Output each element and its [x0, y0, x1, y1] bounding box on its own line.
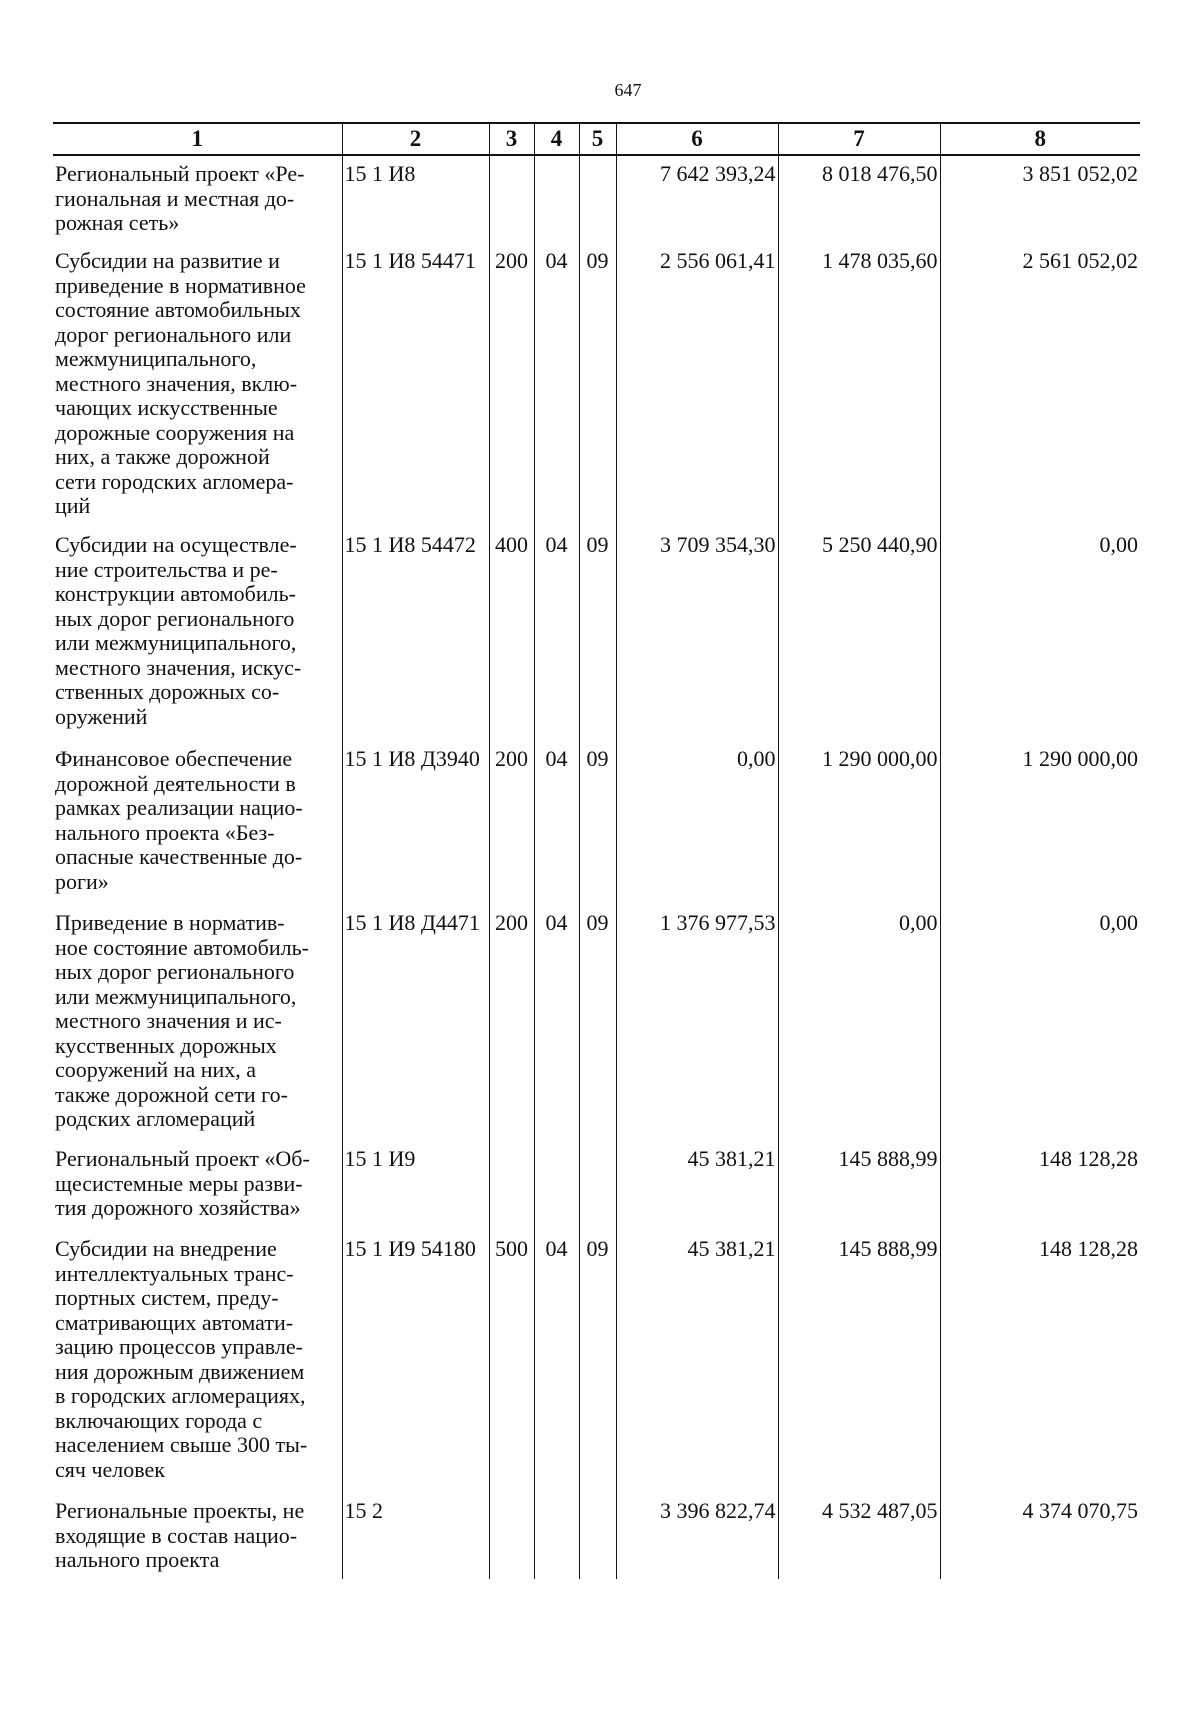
table-row: [53, 1493, 1140, 1579]
row-value-6: 3 709 354,30: [616, 527, 778, 741]
row-c4: [534, 1493, 579, 1579]
row-code: 15 1 И9: [342, 1141, 489, 1231]
row-value-8: 3 851 052,02: [940, 155, 1140, 243]
table-row: [53, 155, 1140, 243]
table-row: [53, 905, 1140, 1141]
row-code: 15 1 И8 54471: [342, 243, 489, 527]
row-c5: 09: [579, 1231, 616, 1493]
row-value-7: 4 532 487,05: [778, 1493, 940, 1579]
row-name: Приведение в норматив- ное состояние автомобиль- ных дорог регионального или межмуниципального, местного значения и ис- кусственных дорожных сооружений на них, а также дорожной сети го- родских агломераций: [55, 910, 309, 1131]
row-value-6: 3 396 822,74: [616, 1493, 778, 1579]
row-value-8: 1 290 000,00: [940, 741, 1140, 905]
row-value-6: 2 556 061,41: [616, 243, 778, 527]
header-row: [53, 123, 1140, 155]
row-c5: [579, 1493, 616, 1579]
table-row: [53, 527, 1140, 741]
row-value-6: 0,00: [616, 741, 778, 905]
row-value-7: 5 250 440,90: [778, 527, 940, 741]
row-code: 15 2: [342, 1493, 489, 1579]
row-c3: 200: [489, 741, 534, 905]
column-header-3: 3: [489, 123, 534, 155]
row-code: 15 1 И8 Д3940: [342, 741, 489, 905]
row-value-6: 45 381,21: [616, 1141, 778, 1231]
row-c3: 400: [489, 527, 534, 741]
row-value-7: 1 478 035,60: [778, 243, 940, 527]
row-c4: 04: [534, 741, 579, 905]
row-value-6: 7 642 393,24: [616, 155, 778, 243]
row-c4: 04: [534, 1231, 579, 1493]
row-name: Субсидии на развитие и приведение в нормативное состояние автомобильных дорог регионального или межмуниципального, местного значения, вклю- чающих искусственные дорожные сооружения на них, а также дорожной сети городских агломера- ций: [55, 248, 306, 518]
row-c3: [489, 155, 534, 243]
budget-table: [53, 122, 1140, 1579]
row-value-8: 148 128,28: [940, 1231, 1140, 1493]
row-name: Региональный проект «Ре- гиональная и местная до- рожная сеть»: [55, 161, 305, 235]
row-c5: [579, 1141, 616, 1231]
row-name: Региональный проект «Об- щесистемные меры разви- тия дорожного хозяйства»: [55, 1146, 310, 1220]
row-value-7: 145 888,99: [778, 1231, 940, 1493]
row-value-7: 0,00: [778, 905, 940, 1141]
column-header-7: 7: [778, 123, 940, 155]
table-row: [53, 741, 1140, 905]
row-c4: 04: [534, 905, 579, 1141]
row-name: Финансовое обеспечение дорожной деятельности в рамках реализации нацио- нального проекта «Без- опасные качественные до- роги»: [55, 746, 303, 894]
column-header-4: 4: [534, 123, 579, 155]
row-c3: [489, 1141, 534, 1231]
row-value-8: 0,00: [940, 905, 1140, 1141]
row-c5: 09: [579, 741, 616, 905]
page-number: 647: [614, 80, 642, 100]
row-code: 15 1 И8 54472: [342, 527, 489, 741]
row-c3: [489, 1493, 534, 1579]
row-value-8: 148 128,28: [940, 1141, 1140, 1231]
row-c5: 09: [579, 905, 616, 1141]
column-header-1: 1: [53, 123, 342, 155]
row-c5: 09: [579, 527, 616, 741]
row-code: 15 1 И8 Д4471: [342, 905, 489, 1141]
row-value-6: 45 381,21: [616, 1231, 778, 1493]
column-header-5: 5: [579, 123, 616, 155]
row-name: Региональные проекты, не входящие в состав нацио- нального проекта: [55, 1498, 305, 1572]
row-value-7: 8 018 476,50: [778, 155, 940, 243]
column-header-6: 6: [616, 123, 778, 155]
row-c4: 04: [534, 243, 579, 527]
table-row: [53, 243, 1140, 527]
row-value-8: 0,00: [940, 527, 1140, 741]
row-code: 15 1 И8: [342, 155, 489, 243]
table-row: [53, 1141, 1140, 1231]
row-value-6: 1 376 977,53: [616, 905, 778, 1141]
row-c5: [579, 155, 616, 243]
column-header-2: 2: [342, 123, 489, 155]
row-c3: 200: [489, 905, 534, 1141]
row-c4: [534, 1141, 579, 1231]
row-code: 15 1 И9 54180: [342, 1231, 489, 1493]
row-c4: 04: [534, 527, 579, 741]
row-name: Субсидии на внедрение интеллектуальных транс- портных систем, преду- сматривающих автомати- зацию процессов управле- ния дорожным движением в городских агломерациях, включающих города с населением свыше 300 ты- сяч человек: [55, 1236, 308, 1482]
table-row: [53, 1231, 1140, 1493]
row-c3: 500: [489, 1231, 534, 1493]
column-header-8: 8: [940, 123, 1140, 155]
row-value-8: 2 561 052,02: [940, 243, 1140, 527]
row-c4: [534, 155, 579, 243]
table-body: [53, 155, 1140, 1579]
row-value-8: 4 374 070,75: [940, 1493, 1140, 1579]
row-value-7: 1 290 000,00: [778, 741, 940, 905]
row-value-7: 145 888,99: [778, 1141, 940, 1231]
row-name: Субсидии на осуществле- ние строительства и ре- конструкции автомобиль- ных дорог регионального или межмуниципального, местного значения, искус- ственных дорожных со- оружений: [55, 532, 302, 729]
row-c5: 09: [579, 243, 616, 527]
row-c3: 200: [489, 243, 534, 527]
